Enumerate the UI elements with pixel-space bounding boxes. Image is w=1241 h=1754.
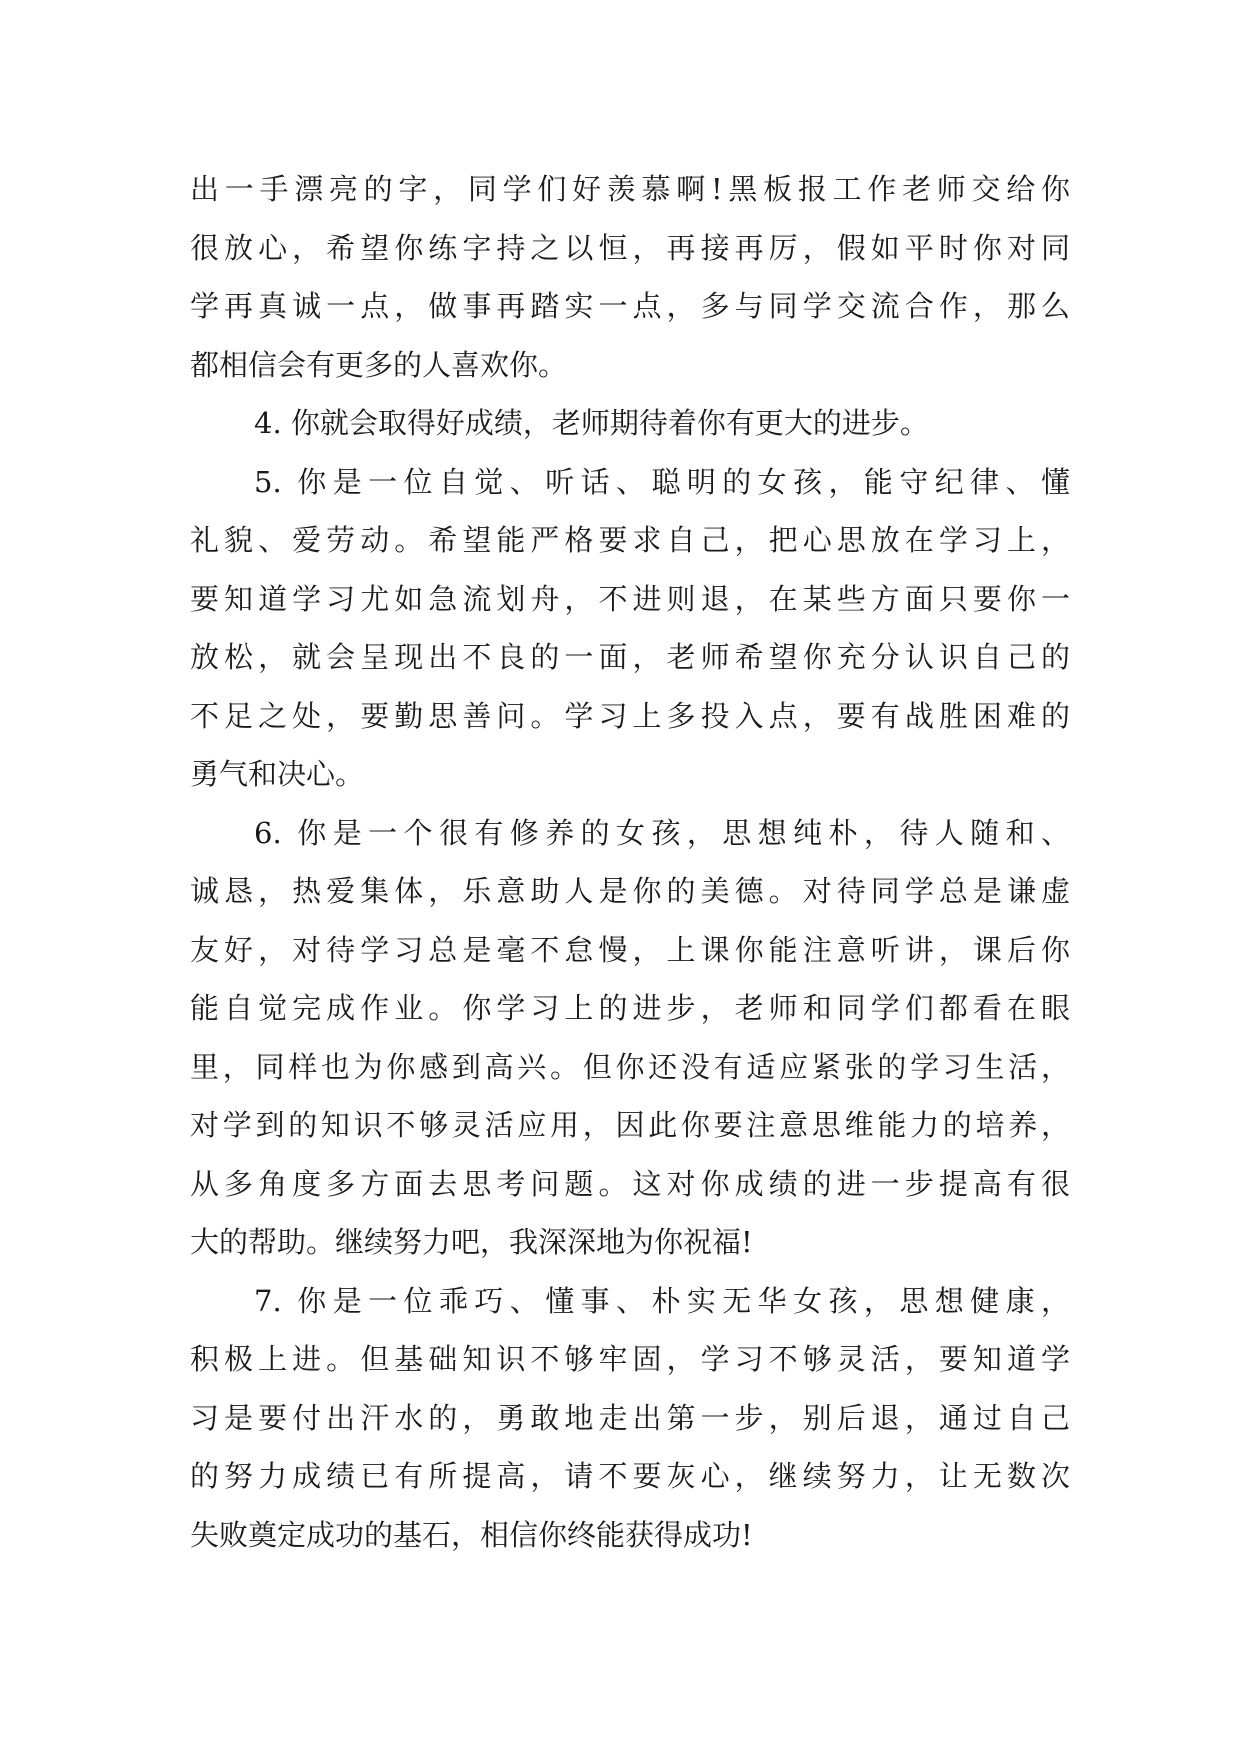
text-line: 积极上进。但基础知识不够牢固，学习不够灵活，要知道学 bbox=[190, 1342, 1070, 1376]
text-line: 友好，对待学习总是毫不怠慢，上课你能注意听讲，课后你 bbox=[190, 932, 1070, 967]
text-line: 里，同样也为你感到高兴。但你还没有适应紧张的学习生活， bbox=[190, 1049, 1070, 1084]
text-line: 失败奠定成功的基石，相信你终能获得成功! bbox=[190, 1517, 753, 1552]
text-line: 不足之处，要勤思善问。学习上多投入点，要有战胜困难的 bbox=[190, 698, 1070, 733]
text-line: 勇气和决心。 bbox=[190, 757, 365, 791]
text-line: 要知道学习尤如急流划舟，不进则退，在某些方面只要你一 bbox=[190, 581, 1070, 616]
text-line: 诚恳，热爱集体，乐意助人是你的美德。对待同学总是谦虚 bbox=[190, 874, 1070, 908]
document-body bbox=[190, 160, 1070, 1564]
text-line: 能自觉完成作业。你学习上的进步，老师和同学们都看在眼 bbox=[190, 991, 1070, 1025]
paragraph-5-start: 5. 你是一位自觉、听话、聪明的女孩，能守纪律、懂 bbox=[254, 464, 1070, 499]
text-line: 习是要付出汗水的，勇敢地走出第一步，别后退，通过自己 bbox=[190, 1400, 1070, 1435]
text-line: 很放心，希望你练字持之以恒，再接再厉，假如平时你对同 bbox=[190, 230, 1070, 265]
paragraph-7-start: 7. 你是一位乖巧、懂事、朴实无华女孩，思想健康， bbox=[254, 1283, 1070, 1318]
text-line: 都相信会有更多的人喜欢你。 bbox=[190, 347, 568, 382]
text-line: 礼貌、爱劳动。希望能严格要求自己，把心思放在学习上， bbox=[190, 523, 1070, 557]
text-line: 放松，就会呈现出不良的一面，老师希望你充分认识自己的 bbox=[190, 640, 1070, 674]
text-line: 对学到的知识不够灵活应用，因此你要注意思维能力的培养， bbox=[190, 1108, 1070, 1142]
paragraph-4: 4. 你就会取得好成绩，老师期待着你有更大的进步。 bbox=[254, 406, 929, 440]
text-line: 学再真诚一点，做事再踏实一点，多与同学交流合作，那么 bbox=[190, 289, 1070, 323]
text-line: 大的帮助。继续努力吧，我深深地为你祝福! bbox=[190, 1225, 753, 1259]
paragraph-6-start: 6. 你是一个很有修养的女孩，思想纯朴，待人随和、 bbox=[254, 815, 1070, 850]
text-line: 从多角度多方面去思考问题。这对你成绩的进一步提高有很 bbox=[190, 1166, 1070, 1201]
text-line: 的努力成绩已有所提高，请不要灰心，继续努力，让无数次 bbox=[190, 1459, 1070, 1493]
text-line: 出一手漂亮的字，同学们好羡慕啊!黑板报工作老师交给你 bbox=[190, 172, 1070, 206]
